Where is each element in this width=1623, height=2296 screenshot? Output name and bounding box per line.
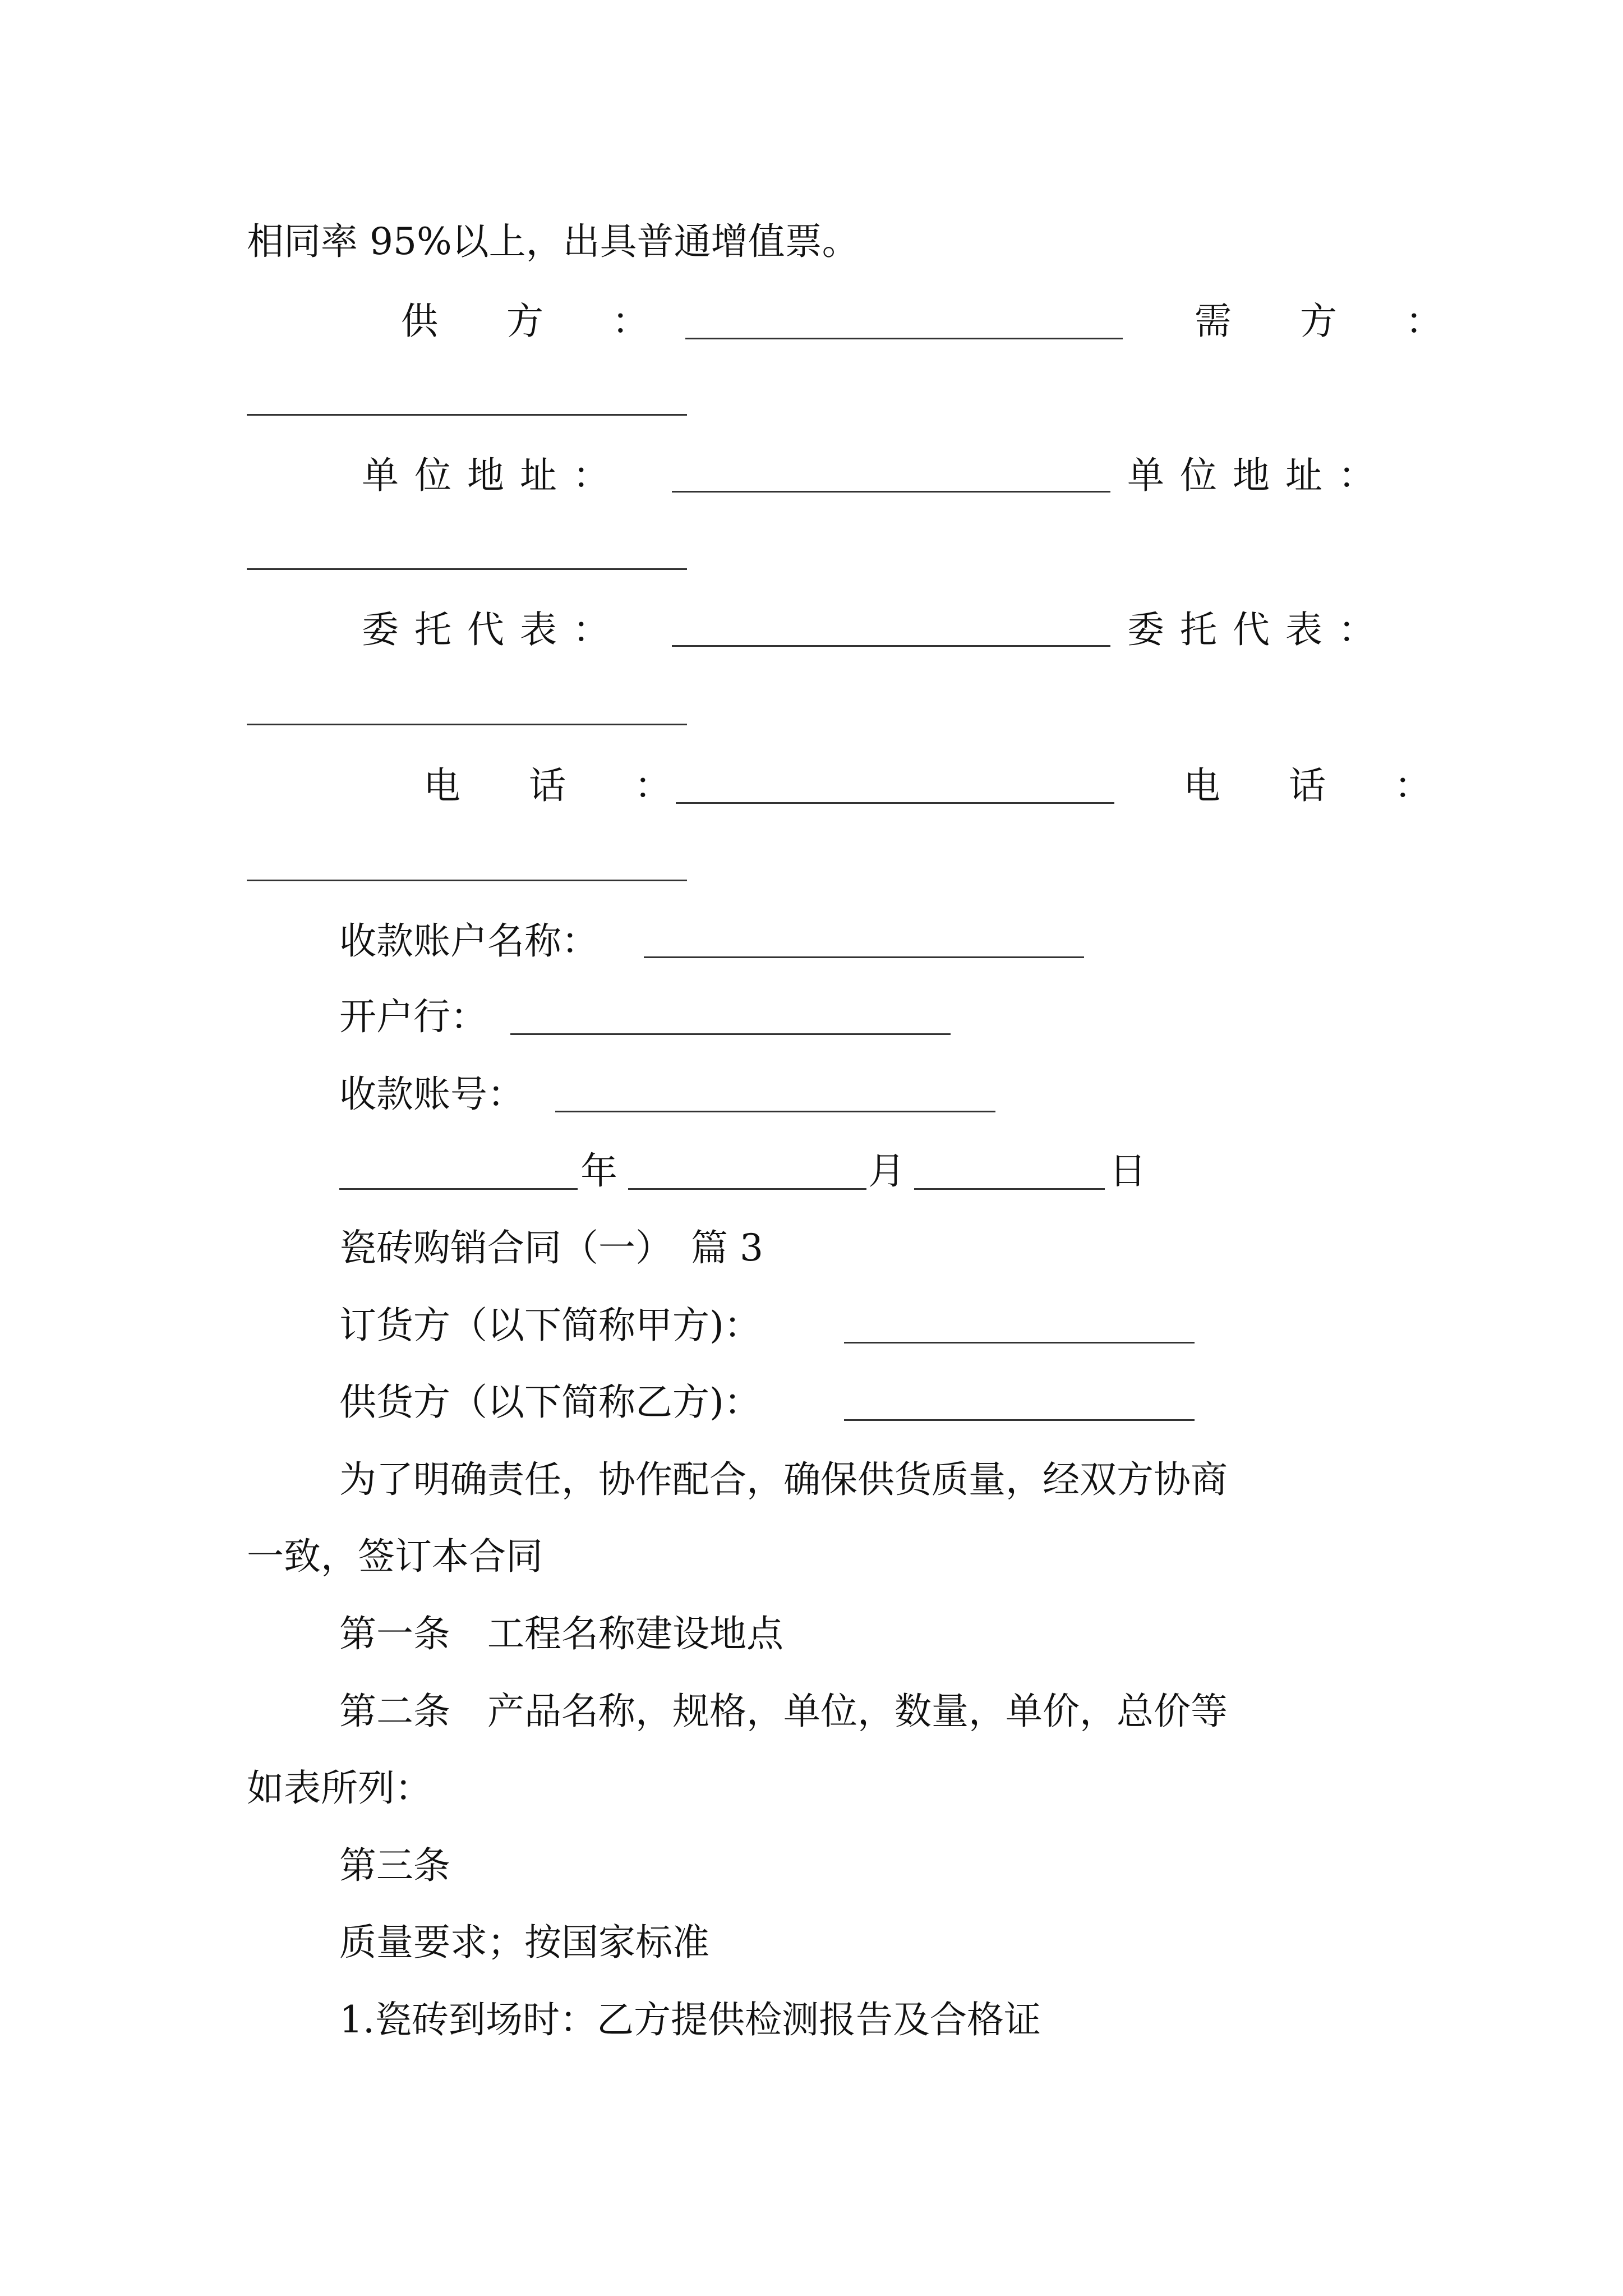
account-name-blank	[644, 956, 1084, 958]
buyer-label: 需 方 ：	[1195, 300, 1458, 343]
tel-label-left: 电 话 ：	[423, 764, 687, 807]
address-label-right: 单位地址：	[1127, 454, 1391, 497]
article-2-line-2: 如表所列：	[247, 1766, 432, 1810]
article-3: 第三条	[339, 1844, 450, 1887]
intro-line-1: 为了明确责任，协作配合，确保供货质量，经双方协商	[339, 1458, 1228, 1501]
rep-blank-right	[247, 724, 687, 725]
month-label: 月	[868, 1149, 905, 1193]
quality-requirement: 质量要求；按国家标准	[339, 1921, 709, 1964]
account-no-blank	[555, 1111, 995, 1112]
rep-label-right: 委托代表：	[1127, 608, 1391, 651]
rep-label-left: 委托代表：	[362, 608, 625, 651]
address-label-left: 单位地址：	[362, 454, 625, 497]
bank-blank	[510, 1033, 951, 1035]
day-blank	[914, 1188, 1105, 1190]
supplier-party-blank	[844, 1419, 1195, 1421]
month-blank	[628, 1188, 866, 1190]
article-2-line-1: 第二条 产品名称，规格，单位，数量，单价，总价等	[339, 1690, 1228, 1733]
bank-label: 开户行：	[339, 995, 487, 1038]
article-1: 第一条 工程名称建设地点	[339, 1612, 783, 1655]
rep-blank-left	[672, 645, 1110, 647]
orderer-blank	[844, 1342, 1195, 1343]
tel-blank-right	[247, 880, 687, 881]
item-1: 1.瓷砖到场时：乙方提供检测报告及合格证	[339, 1998, 1041, 2041]
orderer-label: 订货方（以下简称甲方)：	[339, 1304, 761, 1347]
address-blank-left	[672, 491, 1110, 493]
section-title: 瓷砖购销合同（一） 篇 3	[339, 1226, 763, 1269]
account-name-label: 收款账户名称：	[339, 919, 598, 963]
year-label: 年	[580, 1149, 617, 1193]
paragraph-text: 相同率 95%以上，出具普通增值票。	[247, 220, 859, 263]
intro-line-2: 一致，签订本合同	[247, 1535, 543, 1578]
account-no-label: 收款账号：	[339, 1073, 524, 1116]
supplier-party-label: 供货方（以下简称乙方)：	[339, 1381, 761, 1424]
supplier-blank	[685, 338, 1123, 339]
buyer-blank	[247, 414, 687, 416]
tel-blank-left	[676, 802, 1114, 804]
supplier-label: 供 方 ：	[401, 300, 665, 343]
address-blank-right	[247, 568, 687, 570]
tel-label-right: 电 话 ：	[1183, 764, 1447, 807]
day-label: 日	[1109, 1149, 1146, 1193]
year-blank	[339, 1188, 578, 1190]
